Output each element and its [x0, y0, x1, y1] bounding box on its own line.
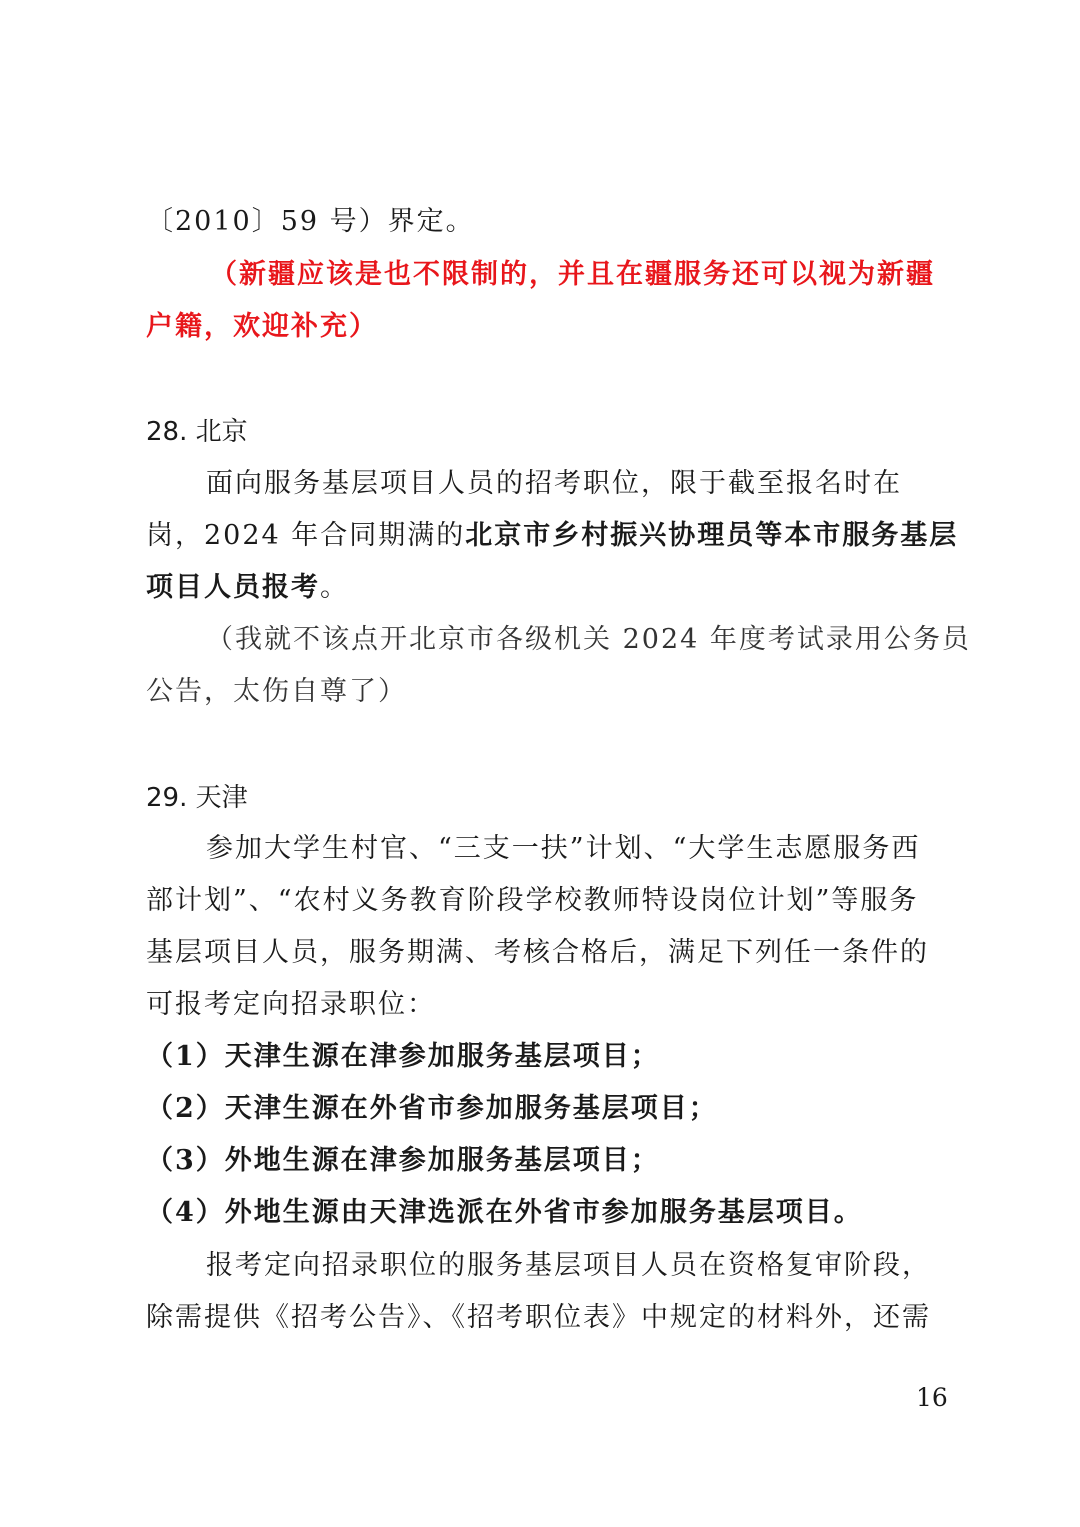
tianjin-para2-line-2: 除需提供《招考公告》、《招考职位表》中规定的材料外，还需 [146, 1302, 931, 1333]
red-note-line-2: 户籍，欢迎补充） [146, 311, 378, 342]
beijing-para-line-3-bold: 项目人员报考 [146, 572, 320, 603]
tianjin-item-3: （3）外地生源在津参加服务基层项目； [146, 1145, 660, 1176]
tianjin-para2-line-1: 报考定向招录职位的服务基层项目人员在资格复审阶段， [206, 1250, 931, 1281]
tianjin-item-4: （4）外地生源由天津选派在外省市参加服务基层项目。 [146, 1197, 863, 1228]
tianjin-para-line-2: 部计划”、“农村义务教育阶段学校教师特设岗位计划”等服务 [146, 885, 919, 916]
beijing-comment-line-1: （我就不该点开北京市各级机关 2024 年度考试录用公务员 [206, 624, 971, 655]
beijing-para-line-2-normal: 岗，2024 年合同期满的 [146, 520, 466, 551]
beijing-para-line-3-end: 。 [320, 572, 349, 603]
section-heading-beijing: 28. 北京 [146, 417, 248, 447]
tianjin-para-line-1: 参加大学生村官、“三支一扶”计划、“大学生志愿服务西 [206, 833, 921, 864]
red-note-line-1: （新疆应该是也不限制的，并且在疆服务还可以视为新疆 [210, 259, 935, 290]
tianjin-item-1: （1）天津生源在津参加服务基层项目； [146, 1041, 660, 1072]
tianjin-para-line-4: 可报考定向招录职位： [146, 989, 436, 1020]
beijing-para-line-1: 面向服务基层项目人员的招考职位，限于截至报名时在 [206, 468, 902, 499]
beijing-para-line-3 [146, 570, 349, 606]
section-heading-tianjin: 29. 天津 [146, 783, 248, 813]
intro-line: 〔2010〕59 号）界定。 [146, 206, 475, 237]
beijing-para-line-2 [146, 518, 958, 554]
tianjin-item-2: （2）天津生源在外省市参加服务基层项目； [146, 1093, 718, 1124]
beijing-para-line-2-bold: 北京市乡村振兴协理员等本市服务基层 [465, 520, 959, 551]
beijing-comment-line-2: 公告，太伤自尊了） [146, 676, 407, 707]
page-number: 16 [916, 1383, 948, 1412]
tianjin-para-line-3: 基层项目人员，服务期满、考核合格后，满足下列任一条件的 [146, 937, 929, 968]
